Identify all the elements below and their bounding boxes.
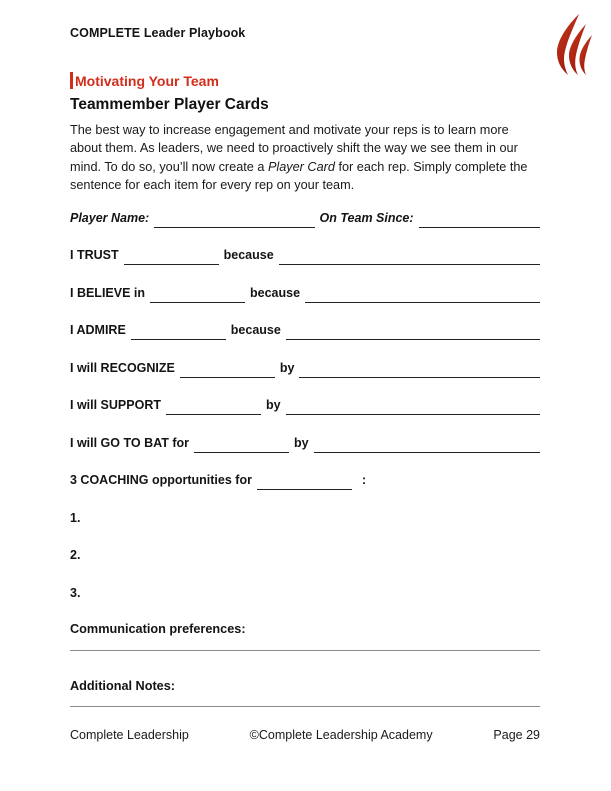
intro-text-before: The best way to increase engagement and motivate your reps is to learn more about them. As leaders, we need to proactively shift the way we see them in our mind. To do so, you’ll now create a <box>70 123 518 174</box>
admire-name-blank <box>131 328 226 340</box>
coaching-row <box>70 473 540 488</box>
support-label: I will SUPPORT <box>70 398 161 413</box>
coaching-item-2: 2. <box>70 548 81 563</box>
trust-connector: because <box>223 248 274 263</box>
go-to-bat-connector: by <box>293 435 309 450</box>
believe-connector: because <box>250 285 301 300</box>
communication-preferences-label: Communication preferences: <box>70 621 246 636</box>
on-team-since-label: On Team Since: <box>319 210 414 225</box>
document-title: COMPLETE Leader Playbook <box>70 26 246 40</box>
intro-text-after: for each rep. Simply complete the sentence for each item for every rep on your team. <box>70 159 528 193</box>
believe-label: I BELIEVE in <box>70 285 146 300</box>
page-footer <box>70 728 540 742</box>
support-connector: by <box>266 398 281 413</box>
on-team-since-blank <box>419 216 540 228</box>
admire-reason-blank <box>286 328 540 340</box>
admire-label: I ADMIRE <box>70 323 126 338</box>
go-to-bat-label: I will GO TO BAT for <box>70 435 189 450</box>
section-heading <box>70 72 540 89</box>
text-cursor-bar <box>70 72 73 89</box>
believe-name-blank <box>150 291 245 303</box>
admire-row <box>70 323 540 338</box>
player-name-label: Player Name: <box>70 210 150 225</box>
footer-page-number: Page 29 <box>493 728 540 742</box>
support-row <box>70 398 540 413</box>
section-heading-label: Motivating Your Team <box>75 72 219 89</box>
coaching-item-3: 3. <box>70 585 81 600</box>
coaching-name-blank <box>257 478 352 490</box>
coaching-label: 3 COACHING opportunities for <box>70 473 252 488</box>
trust-reason-blank <box>279 253 540 265</box>
player-name-blank <box>154 216 314 228</box>
additional-notes-label: Additional Notes: <box>70 678 176 693</box>
flame-logo-icon <box>549 14 595 78</box>
intro-paragraph <box>70 121 540 195</box>
communication-preferences-line <box>70 650 540 651</box>
intro-italic-phrase: Player Card <box>267 159 335 174</box>
additional-notes-line <box>70 706 540 707</box>
coaching-colon: : <box>361 473 367 488</box>
trust-name-blank <box>124 253 219 265</box>
coaching-item-1: 1. <box>70 510 81 525</box>
player-name-row <box>70 211 540 226</box>
believe-row <box>70 286 540 301</box>
admire-connector: because <box>230 323 281 338</box>
trust-row <box>70 248 540 263</box>
recognize-name-blank <box>180 366 275 378</box>
recognize-row <box>70 361 540 376</box>
recognize-method-blank <box>299 366 540 378</box>
footer-left: Complete Leadership <box>70 728 189 742</box>
support-method-blank <box>286 403 540 415</box>
trust-label: I TRUST <box>70 248 119 263</box>
support-name-blank <box>166 403 261 415</box>
go-to-bat-name-blank <box>194 441 289 453</box>
go-to-bat-method-blank <box>314 441 540 453</box>
page-title: Teammember Player Cards <box>70 96 269 113</box>
footer-center: ©Complete Leadership Academy <box>249 728 433 742</box>
recognize-label: I will RECOGNIZE <box>70 360 175 375</box>
recognize-connector: by <box>279 360 295 375</box>
believe-reason-blank <box>305 291 540 303</box>
go-to-bat-row <box>70 436 540 451</box>
